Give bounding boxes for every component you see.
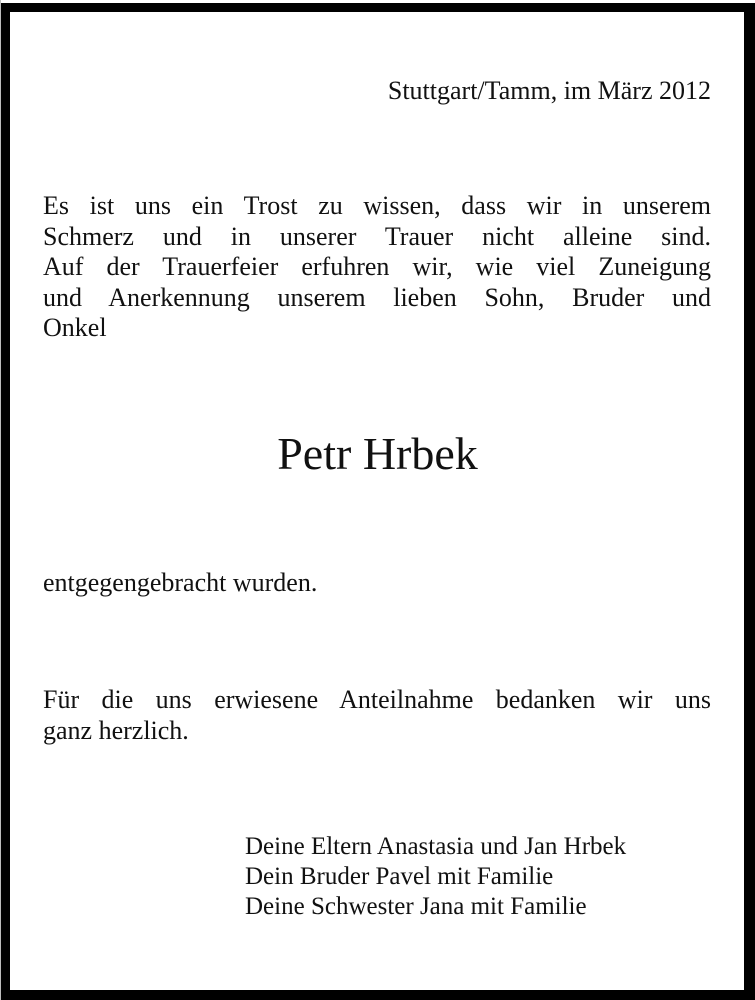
thanks-line: ganz herzlich.: [43, 716, 189, 745]
deceased-name: Petr Hrbek: [277, 428, 478, 479]
intro-line: Auf der Trauerfeier erfuhren wir, wie viel Zuneigung: [43, 252, 711, 281]
intro-paragraph: [43, 191, 711, 344]
signature-line: Deine Schwester Jana mit Familie: [245, 893, 587, 920]
intro-line: Es ist uns ein Trost zu wissen, dass wir in unserem: [43, 191, 711, 220]
continuation-text: entgegengebracht wurden.: [43, 568, 318, 597]
intro-line: Onkel: [43, 313, 107, 342]
signature-line: Deine Eltern Anastasia und Jan Hrbek: [245, 833, 627, 860]
thanks-line: Für die uns erwiesene Anteilnahme bedanken wir uns: [43, 685, 711, 714]
intro-line: und Anerkennung unserem lieben Sohn, Bruder und: [43, 282, 711, 312]
intro-line: Schmerz und in unserer Trauer nicht alleine sind.: [43, 221, 711, 251]
place-date: Stuttgart/Tamm, im März 2012: [387, 76, 711, 105]
signature-line: Dein Bruder Pavel mit Familie: [245, 863, 554, 890]
signature-block: [245, 832, 626, 922]
thanks-paragraph: [43, 684, 711, 746]
